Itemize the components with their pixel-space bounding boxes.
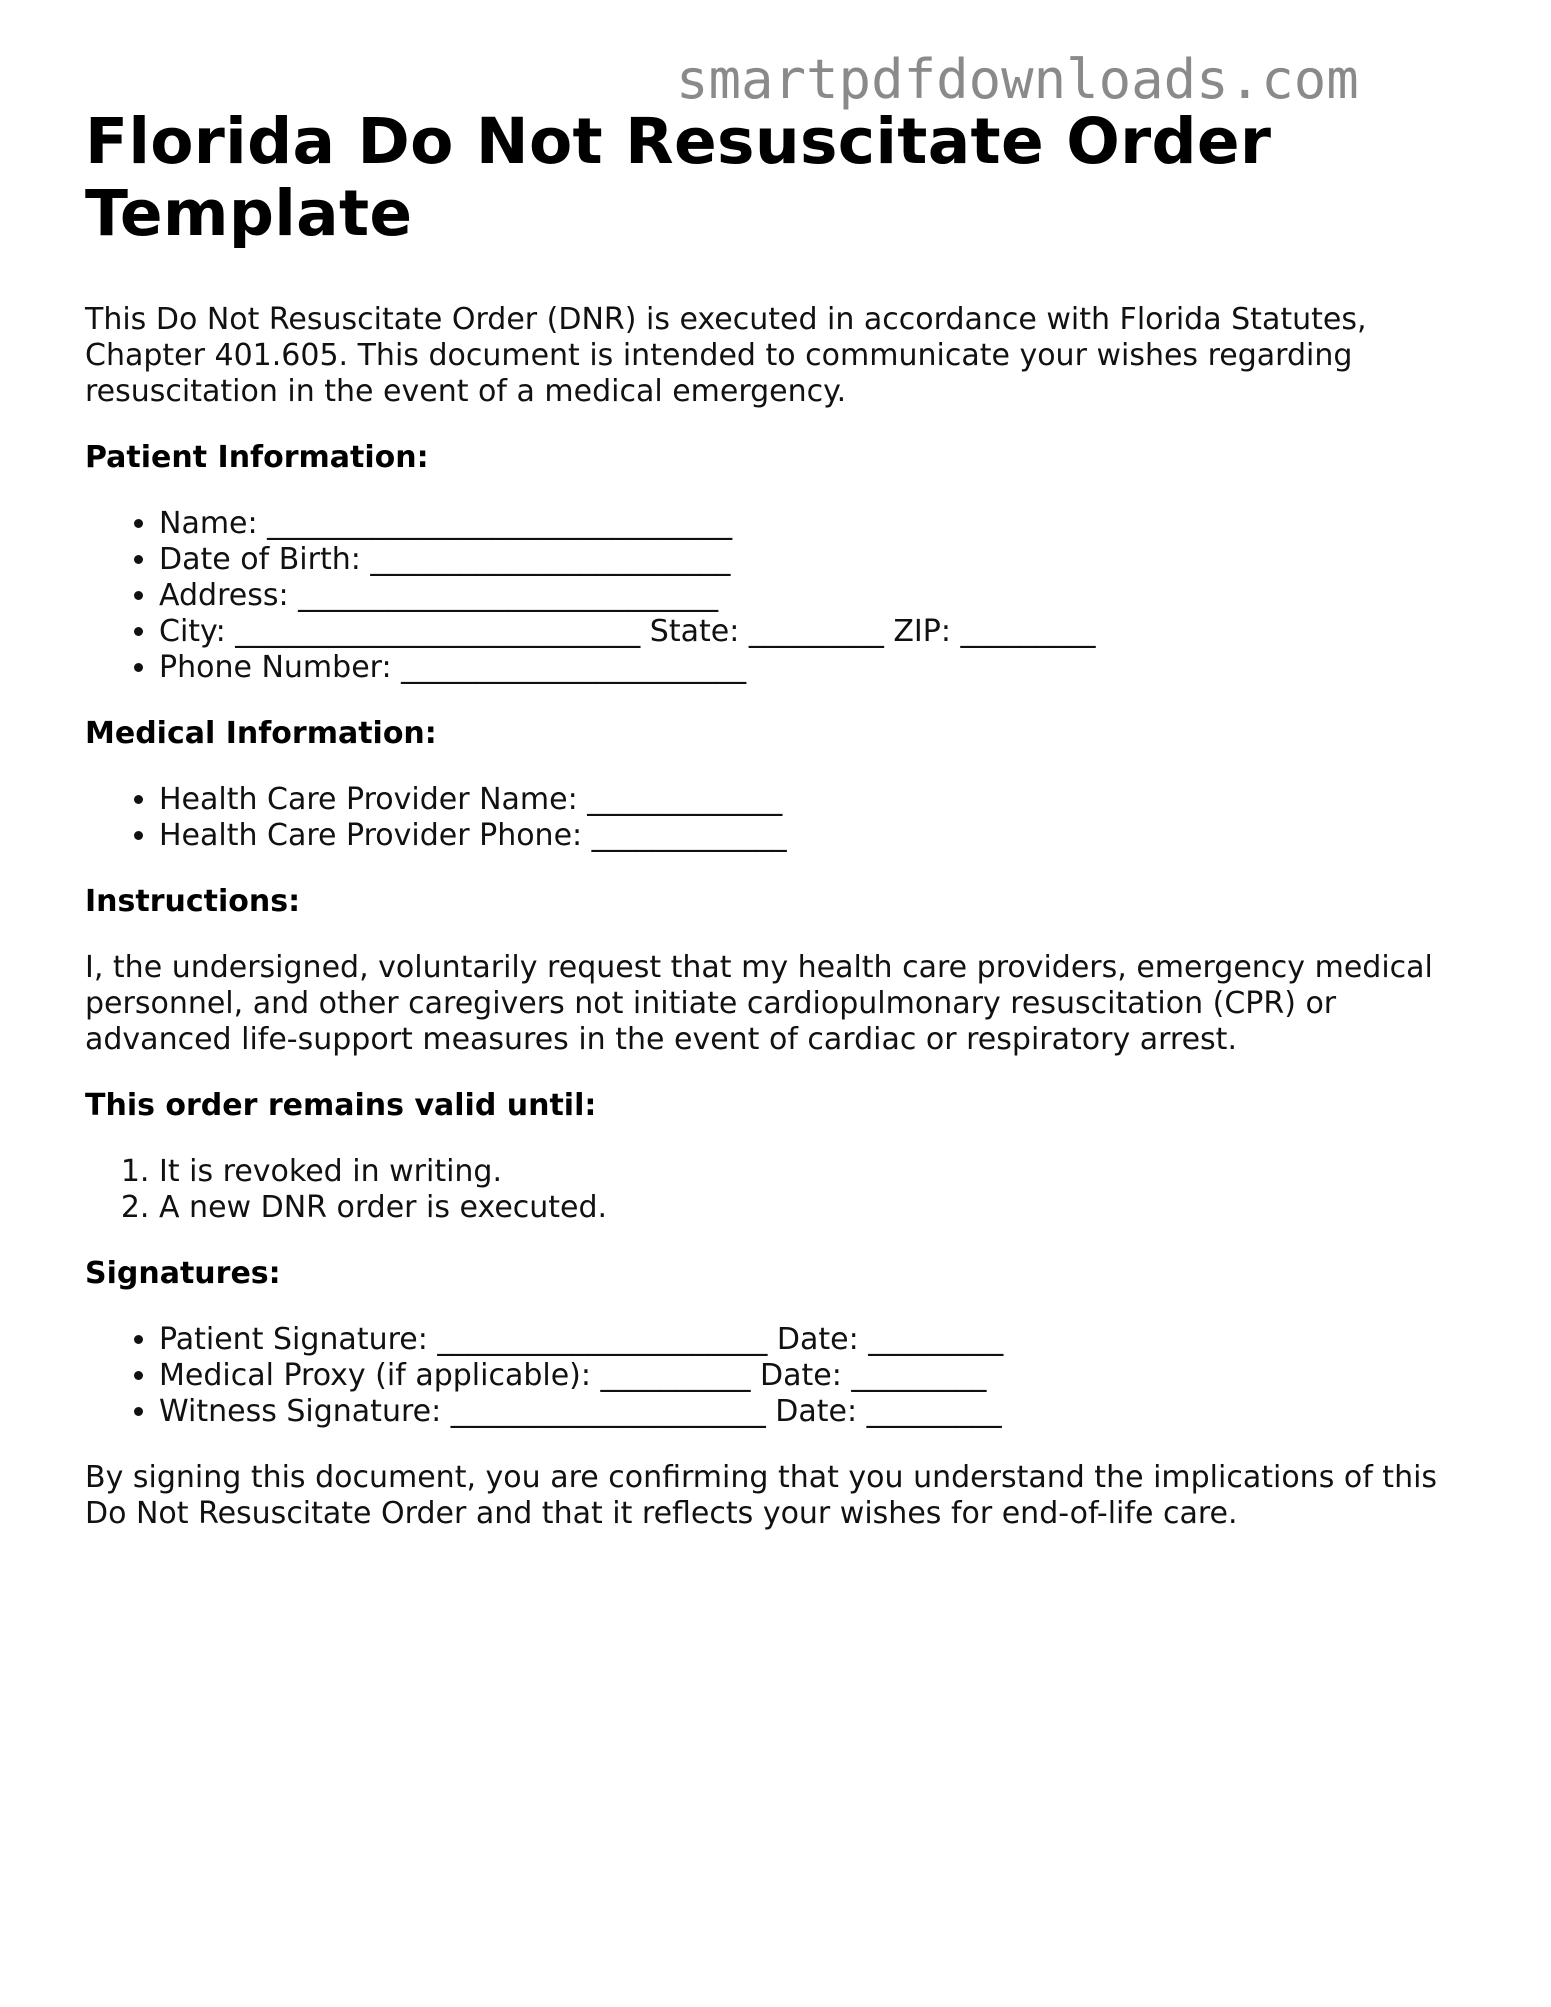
- witness-signature-field: [159, 1394, 1465, 1430]
- medical-proxy-field: [159, 1358, 1465, 1394]
- provider-phone-text: Health Care Provider Phone: _____________: [159, 818, 787, 853]
- signatures-heading: Signatures:: [85, 1256, 281, 1291]
- instructions-heading: Instructions:: [85, 884, 301, 919]
- witness-signature-text: Witness Signature: _____________________ Date: _________: [159, 1394, 1002, 1429]
- provider-name-text: Health Care Provider Name: _____________: [159, 782, 783, 817]
- instructions-paragraph: I, the undersigned, voluntarily request that my health care providers, emergency medical personnel, and other caregivers not initiate cardiopulmonary resuscitation (CPR) or advanced life-support measures in the event of cardiac or respiratory arrest.: [85, 950, 1433, 1057]
- patient-city-state-zip-text: City: ___________________________ State: _________ ZIP: _________: [159, 614, 1096, 649]
- patient-dob-field: [159, 542, 1465, 578]
- patient-city-state-zip-field: [159, 614, 1465, 650]
- patient-phone-text: Phone Number: _______________________: [159, 650, 747, 685]
- document-page: [85, 106, 1465, 1532]
- validity-list: [85, 1154, 1465, 1226]
- medical-information-list: [85, 782, 1465, 854]
- patient-name-field: [159, 506, 1465, 542]
- validity-heading: This order remains valid until:: [85, 1088, 597, 1123]
- validity-item-new-order: 2. A new DNR order is executed.: [159, 1190, 1465, 1226]
- signatures-list: [85, 1322, 1465, 1430]
- validity-item-revoked: 1. It is revoked in writing.: [159, 1154, 1465, 1190]
- medical-information-heading: Medical Information:: [85, 716, 437, 751]
- watermark: smartpdfdownloads.com: [676, 48, 1359, 111]
- intro-paragraph: This Do Not Resuscitate Order (DNR) is executed in accordance with Florida Statutes, Chapter 401.605. This document is intended to communicate your wishes regarding resuscitation in the event of a medical emergency.: [85, 302, 1367, 409]
- patient-signature-field: [159, 1322, 1465, 1358]
- provider-phone-field: [159, 818, 1465, 854]
- medical-proxy-text: Medical Proxy (if applicable): __________ Date: _________: [159, 1358, 987, 1393]
- closing-paragraph: By signing this document, you are confirming that you understand the implications of this Do Not Resuscitate Order and that it reflects your wishes for end-of-life care.: [85, 1460, 1438, 1531]
- patient-address-field: [159, 578, 1465, 614]
- patient-dob-text: Date of Birth: ________________________: [159, 542, 731, 577]
- patient-name-text: Name: _______________________________: [159, 506, 733, 541]
- provider-name-field: [159, 782, 1465, 818]
- patient-phone-field: [159, 650, 1465, 686]
- patient-address-text: Address: ____________________________: [159, 578, 719, 613]
- patient-information-list: [85, 506, 1465, 686]
- patient-information-heading: Patient Information:: [85, 440, 429, 475]
- patient-signature-text: Patient Signature: ______________________ Date: _________: [159, 1322, 1004, 1357]
- document-title: Florida Do Not Resuscitate Order Template: [85, 105, 1272, 250]
